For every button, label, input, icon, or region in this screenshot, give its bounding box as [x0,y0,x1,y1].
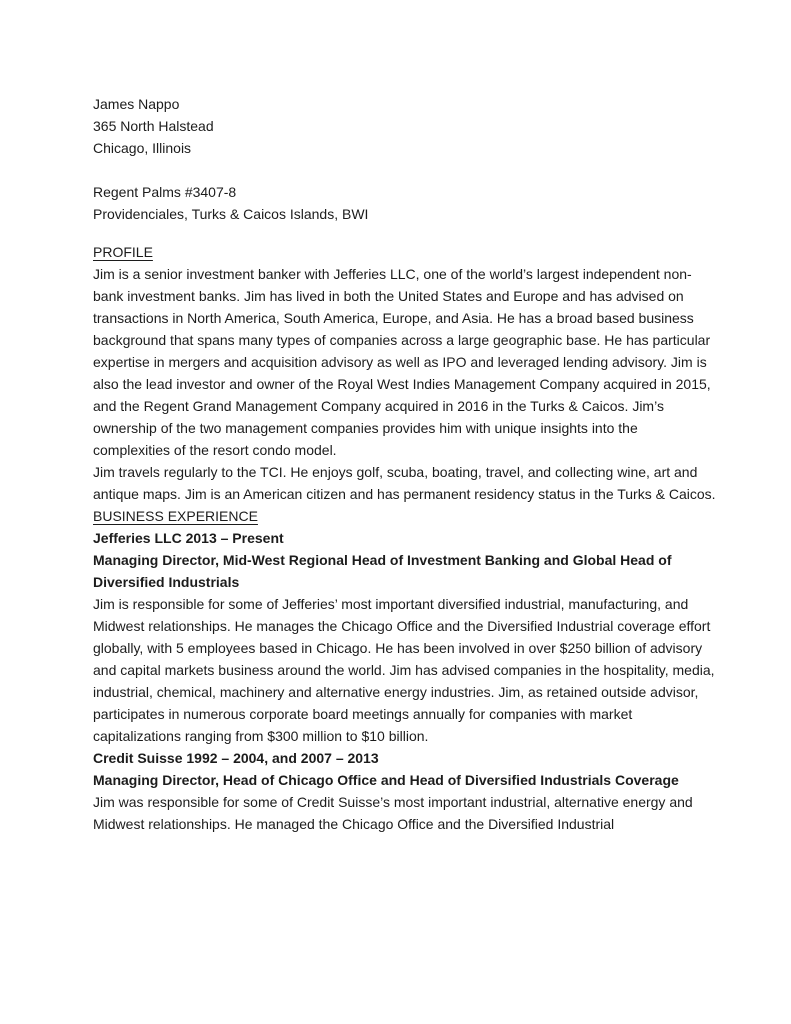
contact-city: Chicago, Illinois [93,140,192,156]
job-entry-credit-suisse [93,747,718,835]
job-title-line: Managing Director, Mid-West Regional Head of Investment Banking and Global Head of Diversified Industrials [93,552,672,590]
experience-section [93,505,718,835]
contact-residence-address [93,181,718,225]
residence-unit: Regent Palms #3407-8 [93,184,237,200]
job-title-line: Managing Director, Head of Chicago Office and Head of Diversified Industrials Coverage [93,772,679,788]
contact-home-address [93,93,718,159]
profile-paragraph-1: Jim is a senior investment banker with Jefferies LLC, one of the world’s largest independent non-bank investment banks. Jim has lived in both the United States and Europe and has advised on transactions in North America, South America, Europe, and Asia. He has a broad based business background that spans many types of companies across a large geographic base. He has particular expertise in mergers and acquisition advisory as well as IPO and leveraged lending advisory. Jim is also the lead investor and owner of the Royal West Indies Management Company acquired in 2015, and the Regent Grand Management Company acquired in 2016 in the Turks & Caicos. Jim’s ownership of the two management companies provides him with unique insights into the complexities of the resort condo model. [93,266,711,458]
profile-heading: PROFILE [93,244,153,260]
job-company-line: Jefferies LLC 2013 – Present [93,530,284,546]
job-description: Jim is responsible for some of Jefferies’ most important diversified industrial, manufacturing, and Midwest relationships. He manages the Chicago Office and the Diversified Industrial coverage effort globally, with 5 employees based in Chicago. He has been involved in over $250 billion of advisory and capital markets business around the world. Jim has advised companies in the hospitality, media, industrial, chemical, machinery and alternative energy industries. Jim, as retained outside advisor, participates in numerous corporate board meetings annually for companies with market capitalizations ranging from $300 million to $10 billion. [93,596,715,744]
contact-name: James Nappo [93,96,180,112]
job-entry-jefferies [93,527,718,747]
residence-location: Providenciales, Turks & Caicos Islands, BWI [93,206,369,222]
experience-heading: BUSINESS EXPERIENCE [93,508,258,524]
contact-street: 365 North Halstead [93,118,214,134]
job-description: Jim was responsible for some of Credit Suisse’s most important industrial, alternative energy and Midwest relationships. He managed the Chicago Office and the Diversified Industrial [93,794,693,832]
profile-paragraph-2: Jim travels regularly to the TCI. He enjoys golf, scuba, boating, travel, and collecting wine, art and antique maps. Jim is an American citizen and has permanent residency status in the Turks & Caicos. [93,464,716,502]
job-company-line: Credit Suisse 1992 – 2004, and 2007 – 2013 [93,750,379,766]
profile-section [93,241,718,505]
